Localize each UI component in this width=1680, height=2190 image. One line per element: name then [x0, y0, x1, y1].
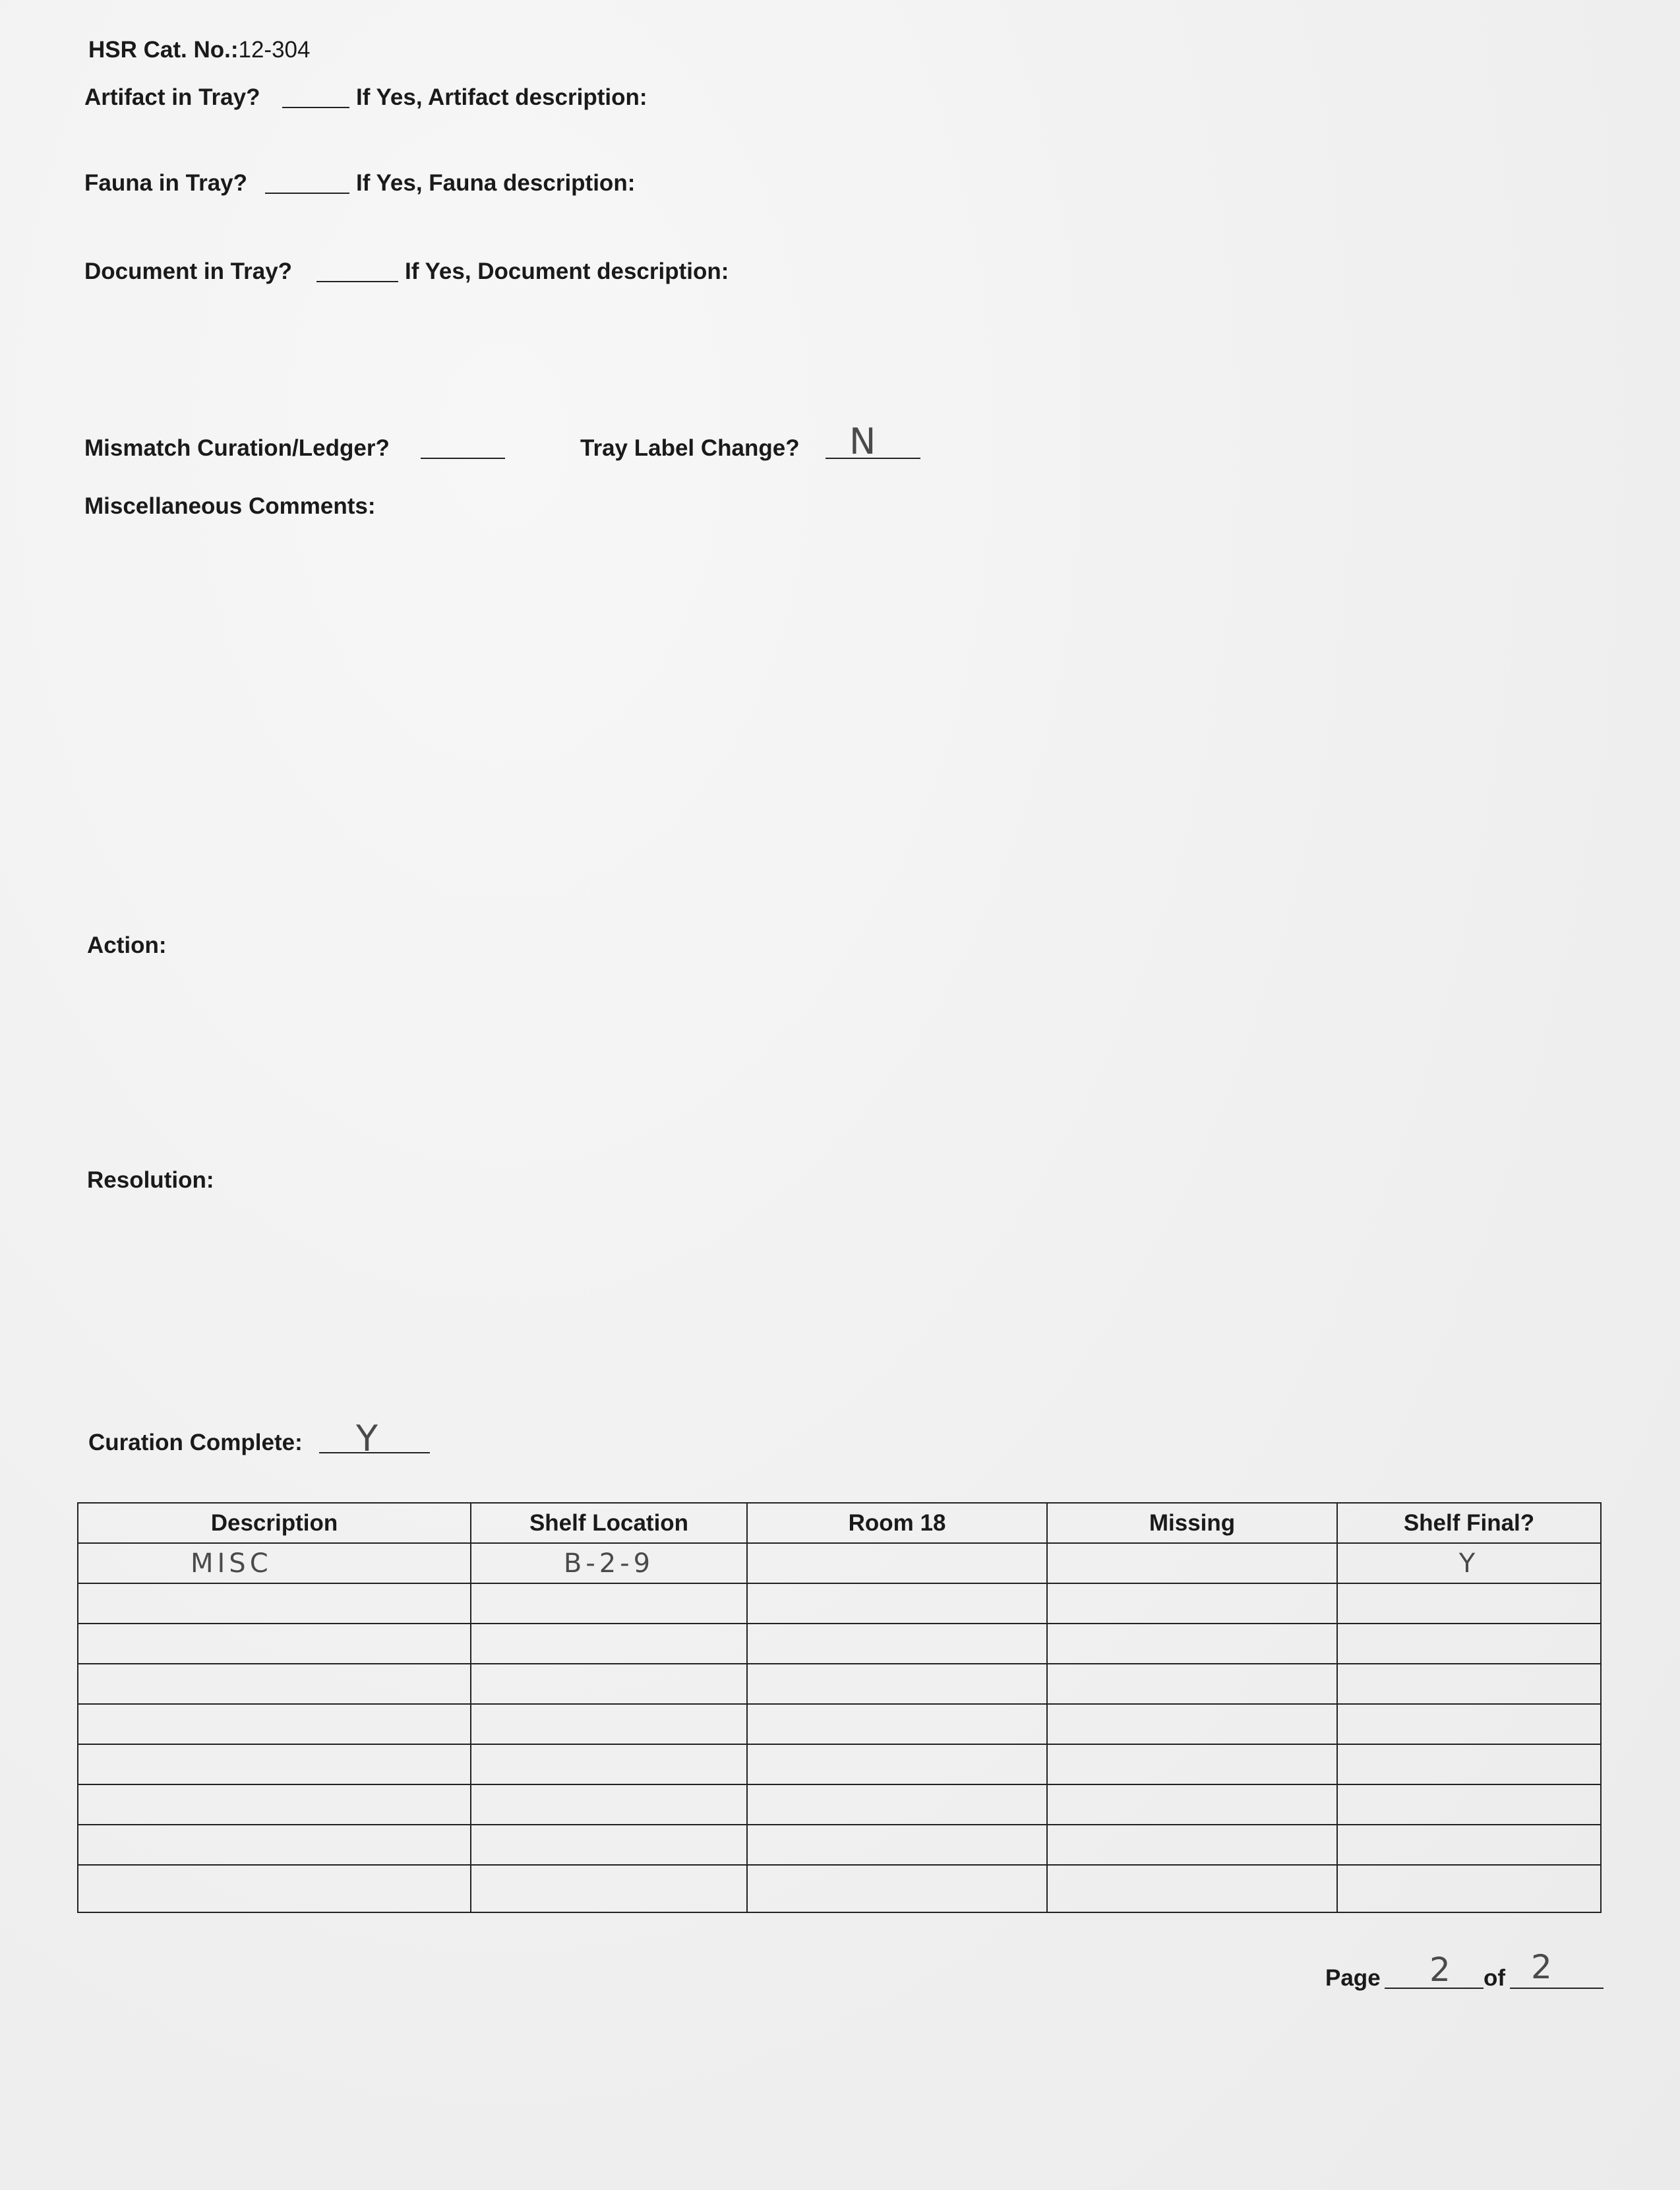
catalog-number-value: 12-304 — [238, 37, 311, 63]
table-cell[interactable] — [1047, 1664, 1337, 1704]
table-row — [78, 1865, 1601, 1912]
page-label: Page — [1325, 1965, 1381, 1991]
table-cell[interactable] — [78, 1624, 471, 1664]
of-value: 2 — [1531, 1948, 1556, 1986]
table-cell[interactable] — [747, 1825, 1047, 1865]
table-cell[interactable] — [471, 1704, 747, 1744]
artifact-label: Artifact in Tray? — [84, 84, 260, 110]
table-cell[interactable] — [1337, 1865, 1601, 1912]
table-cell[interactable] — [1337, 1664, 1601, 1704]
artifact-blank[interactable] — [282, 107, 349, 108]
table-cell[interactable] — [1047, 1825, 1337, 1865]
table-cell[interactable] — [1047, 1704, 1337, 1744]
header-description: Description — [78, 1503, 471, 1543]
table-cell[interactable] — [747, 1704, 1047, 1744]
table-row — [78, 1825, 1601, 1865]
table-cell[interactable] — [1047, 1543, 1337, 1583]
table-cell[interactable] — [1047, 1624, 1337, 1664]
table-cell[interactable] — [471, 1784, 747, 1825]
page-value: 2 — [1429, 1951, 1455, 1989]
document-label: Document in Tray? — [84, 259, 293, 284]
table-cell[interactable] — [471, 1744, 747, 1784]
catalog-number — [88, 37, 310, 63]
table-cell[interactable] — [747, 1865, 1047, 1912]
table-cell[interactable]: B-2-9 — [471, 1543, 747, 1583]
of-label: of — [1484, 1965, 1506, 1991]
table-cell[interactable] — [78, 1583, 471, 1624]
table-cell[interactable] — [78, 1744, 471, 1784]
fauna-description-label: If Yes, Fauna description: — [356, 170, 636, 196]
table-header-row — [78, 1503, 1601, 1543]
table-cell[interactable] — [1047, 1583, 1337, 1624]
misc-comments-label: Miscellaneous Comments: — [84, 493, 376, 519]
tray-label-change-value: N — [849, 421, 880, 462]
curation-complete-label: Curation Complete: — [88, 1430, 303, 1455]
inventory-table — [77, 1502, 1602, 1913]
table-row — [78, 1664, 1601, 1704]
header-room-18: Room 18 — [747, 1503, 1047, 1543]
header-shelf-final: Shelf Final? — [1337, 1503, 1601, 1543]
fauna-label: Fauna in Tray? — [84, 170, 247, 196]
table-cell[interactable] — [1047, 1865, 1337, 1912]
table-cell[interactable] — [1337, 1583, 1601, 1624]
table-cell[interactable] — [78, 1865, 471, 1912]
table-cell[interactable] — [747, 1543, 1047, 1583]
table-cell[interactable] — [471, 1664, 747, 1704]
table-cell[interactable] — [471, 1825, 747, 1865]
mismatch-blank[interactable] — [421, 458, 505, 459]
curation-complete-value: Y — [356, 1418, 382, 1459]
table-cell[interactable] — [471, 1865, 747, 1912]
header-missing: Missing — [1047, 1503, 1337, 1543]
table-cell[interactable]: MISC — [78, 1543, 471, 1583]
table-cell[interactable] — [747, 1744, 1047, 1784]
table-row — [78, 1704, 1601, 1744]
artifact-description-label: If Yes, Artifact description: — [356, 84, 647, 110]
table-cell[interactable]: Y — [1337, 1543, 1601, 1583]
table-cell[interactable] — [1337, 1784, 1601, 1825]
document-description-label: If Yes, Document description: — [405, 259, 729, 284]
header-shelf-location: Shelf Location — [471, 1503, 747, 1543]
resolution-label: Resolution: — [87, 1167, 214, 1193]
table-cell[interactable] — [78, 1784, 471, 1825]
catalog-number-label: HSR Cat. No.: — [88, 37, 239, 63]
table-cell[interactable] — [1337, 1744, 1601, 1784]
table-cell[interactable] — [1047, 1744, 1337, 1784]
action-label: Action: — [87, 932, 167, 958]
table-cell[interactable] — [78, 1704, 471, 1744]
table-row — [78, 1744, 1601, 1784]
table-cell[interactable] — [747, 1664, 1047, 1704]
table-row — [78, 1624, 1601, 1664]
table-cell[interactable] — [471, 1624, 747, 1664]
tray-label-change-label: Tray Label Change? — [580, 435, 800, 461]
table-cell[interactable] — [78, 1664, 471, 1704]
table-cell[interactable] — [1337, 1624, 1601, 1664]
of-blank[interactable] — [1510, 1988, 1604, 1989]
table-row — [78, 1583, 1601, 1624]
table-cell[interactable] — [747, 1784, 1047, 1825]
table-cell[interactable] — [747, 1624, 1047, 1664]
table-row — [78, 1784, 1601, 1825]
document-blank[interactable] — [316, 281, 398, 282]
table-cell[interactable] — [1047, 1784, 1337, 1825]
mismatch-label: Mismatch Curation/Ledger? — [84, 435, 390, 461]
table-cell[interactable] — [747, 1583, 1047, 1624]
table-cell[interactable] — [1337, 1704, 1601, 1744]
fauna-blank[interactable] — [265, 193, 349, 194]
table-row — [78, 1543, 1601, 1583]
table-cell[interactable] — [78, 1825, 471, 1865]
table-cell[interactable] — [1337, 1825, 1601, 1865]
table-cell[interactable] — [471, 1583, 747, 1624]
